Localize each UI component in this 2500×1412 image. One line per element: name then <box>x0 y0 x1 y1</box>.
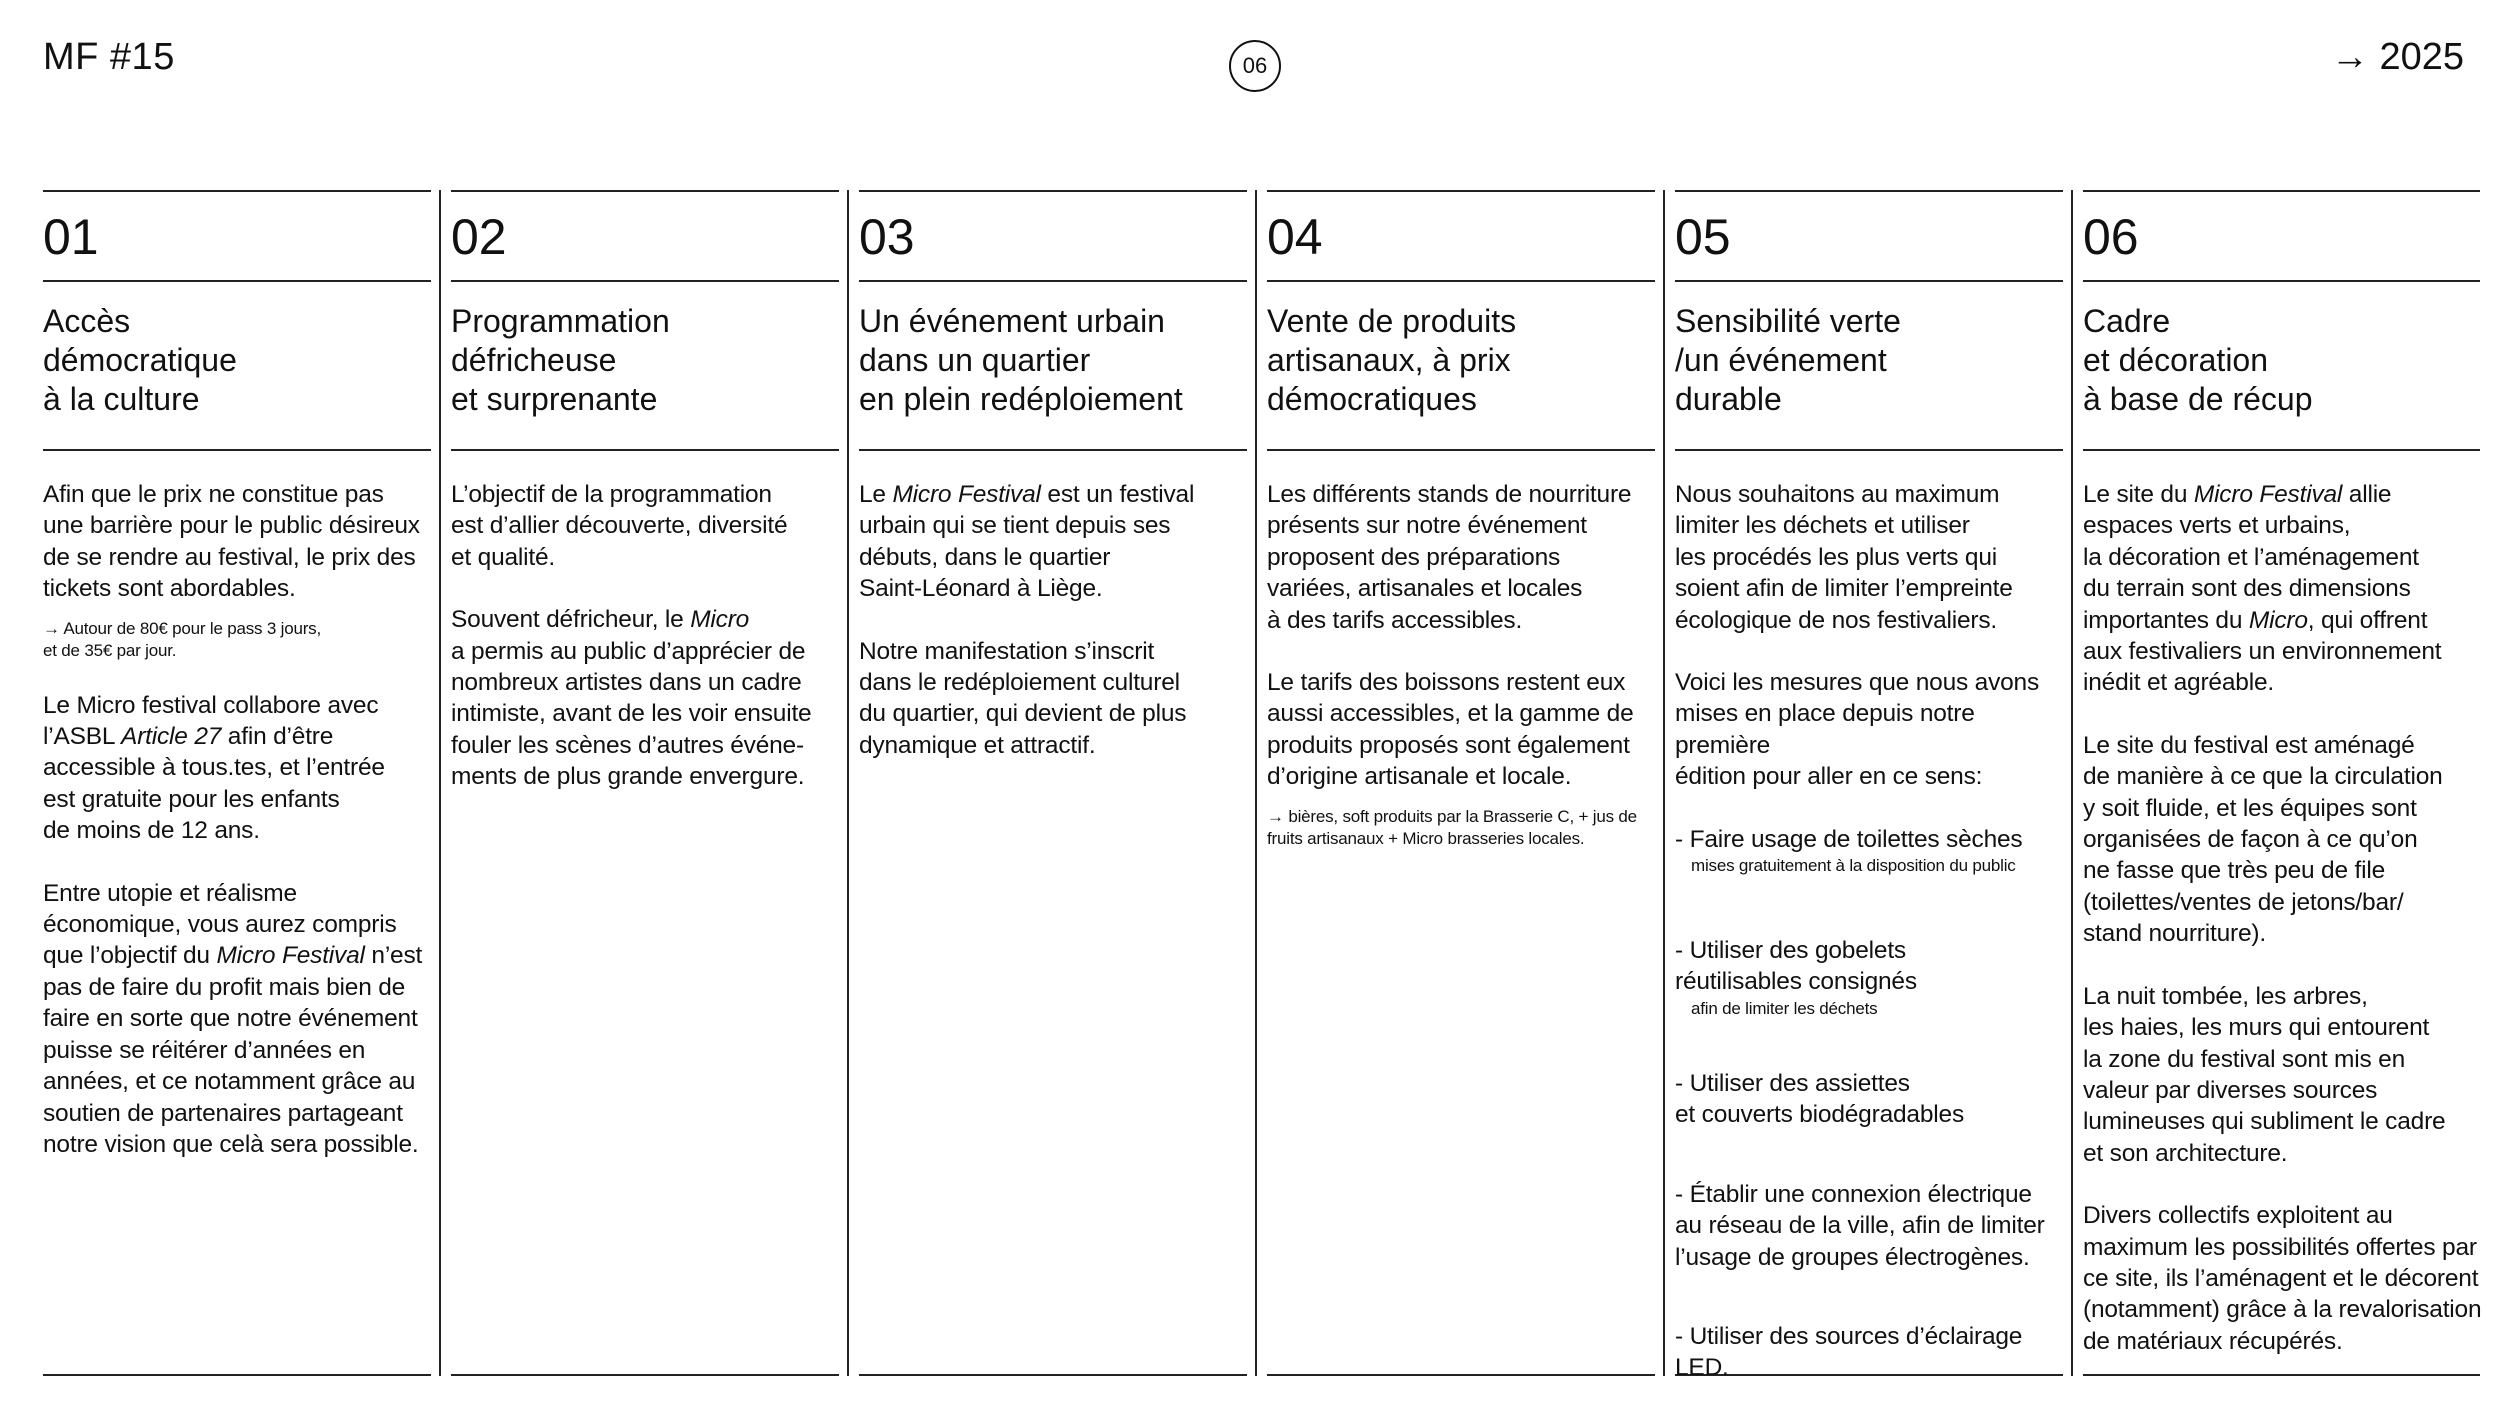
column-body <box>859 479 1255 792</box>
paragraph: Divers collectifs exploitent au maximum les possibilités offertes par ce site, ils l’aménagent et le décorent (notamment) grâce à la revalorisation de matériaux récupérés. <box>2083 1202 2482 1355</box>
paragraph: L’objectif de la programmation est d’allier découverte, diversité et qualité. <box>451 481 788 571</box>
divider <box>1267 449 1655 451</box>
measure-text: - Faire usage de toilettes sèches <box>1675 825 2023 853</box>
column-separator <box>439 190 441 1376</box>
divider <box>451 280 839 282</box>
list-item <box>1675 824 2071 877</box>
measure-text: - Utiliser des assiettes et couverts biodégradables <box>1675 1069 1964 1129</box>
paragraph: Le site du Micro Festival allie espaces verts et urbains, la décoration et l’aménagement du terrain sont des dimensions importantes du Micro, qui offrent aux festivaliers un environnement inédit et agréable. <box>2083 481 2442 697</box>
measure-note: afin de limiter les déchets <box>1691 998 1878 1018</box>
column-01 <box>43 190 431 1376</box>
column-separator <box>2071 190 2073 1376</box>
paragraph: Afin que le prix ne constitue pas une barrière pour le public désireux de se rendre au festival, le prix des tickets sont abordables. <box>43 481 420 603</box>
footnote: → Autour de 80€ pour le pass 3 jours, et de 35€ par jour. <box>43 618 321 660</box>
document-code: MF #15 <box>43 36 175 78</box>
column-body <box>2083 479 2488 1388</box>
divider <box>43 280 431 282</box>
paragraph: Le tarifs des boissons restent eux aussi accessibles, et la gamme de produits proposés sont également d’origine artisanale et locale. <box>1267 669 1634 791</box>
paragraph: Le Micro Festival est un festival urbain qui se tient depuis ses débuts, dans le quartier Saint-Léonard à Liège. <box>859 481 1195 603</box>
paragraph: Entre utopie et réalisme économique, vous aurez compris que l’objectif du Micro Festival n’est pas de faire du profit mais bien de faire en sorte que notre événement puisse se réitérer d’années en années, et ce notamment grâce au soutien de partenaires partageant notre vision que celà sera possible. <box>43 879 423 1158</box>
divider <box>859 449 1247 451</box>
column-number: 03 <box>859 209 915 265</box>
column-05 <box>1675 190 2063 1382</box>
divider <box>2083 449 2480 451</box>
list-item <box>1675 935 2071 1020</box>
measure-text: - Établir une connexion électrique au réseau de la ville, afin de limiter l’usage de groupes électrogènes. <box>1675 1180 2045 1271</box>
column-title: Programmation défricheuse et surprenante <box>451 303 670 417</box>
paragraph: La nuit tombée, les arbres, les haies, les murs qui entourent la zone du festival sont mis en valeur par diverses sources lumineuses qui subliment le cadre et son architecture. <box>2083 982 2446 1167</box>
paragraph: Le Micro festival collabore avec l’ASBL Article 27 afin d’être accessible à tous.tes, et l’entrée est gratuite pour les enfants de moins de 12 ans. <box>43 691 385 845</box>
column-number: 06 <box>2083 209 2139 265</box>
divider <box>1675 449 2063 451</box>
paragraph: Souvent défricheur, le Micro a permis au public d’apprécier de nombreux artistes dans un cadre intimiste, avant de les voir ensuite fouler les scènes d’autres événe- ments de plus grande envergure. <box>451 606 812 791</box>
divider <box>43 449 431 451</box>
paragraph: Notre manifestation s’inscrit dans le redéploiement culturel du quartier, qui devient de plus dynamique et attractif. <box>859 637 1187 759</box>
column-body <box>43 479 439 1191</box>
divider <box>2083 280 2480 282</box>
divider <box>1675 280 2063 282</box>
page-number: 06 <box>1242 53 1268 78</box>
year-label: → 2025 <box>2330 36 2464 78</box>
paragraph: Voici les mesures que nous avons mises en place depuis notre première édition pour aller en ce sens: <box>1675 669 2040 791</box>
list-item <box>1675 1321 2071 1384</box>
divider <box>859 280 1247 282</box>
column-body <box>451 479 847 824</box>
column-number: 04 <box>1267 209 1323 265</box>
column-body <box>1267 479 1663 878</box>
column-separator <box>1663 190 1665 1376</box>
divider <box>451 449 839 451</box>
measure-text: - Utiliser des gobelets réutilisables consignés <box>1675 937 1917 996</box>
column-title: Sensibilité verte /un événement durable <box>1675 303 1901 417</box>
columns-grid <box>43 190 2482 1382</box>
list-item <box>1675 1068 2071 1131</box>
column-title: Accès démocratique à la culture <box>43 303 237 417</box>
column-04 <box>1267 190 1655 1376</box>
paragraph: Les différents stands de nourriture présents sur notre événement proposent des préparations variées, artisanales et locales à des tarifs accessibles. <box>1267 481 1632 634</box>
column-separator <box>847 190 849 1376</box>
column-title: Un événement urbain dans un quartier en plein redéploiement <box>859 303 1183 417</box>
measure-note: mises gratuitement à la disposition du public <box>1691 856 2016 876</box>
column-separator <box>1255 190 1257 1376</box>
column-title: Cadre et décoration à base de récup <box>2083 303 2313 417</box>
list-item <box>1675 1179 2071 1273</box>
divider <box>1267 280 1655 282</box>
paragraph: Le site du festival est aménagé de manière à ce que la circulation y soit fluide, et les équipes sont organisées de façon à ce qu’on ne fasse que très peu de file (toilettes/ventes de jetons/bar/ stand nourriture). <box>2083 731 2443 948</box>
page-number-badge <box>1229 40 1281 92</box>
measures-list <box>1675 824 2071 1384</box>
column-number: 05 <box>1675 209 1731 265</box>
column-03 <box>859 190 1247 1376</box>
column-number: 02 <box>451 209 507 265</box>
column-number: 01 <box>43 209 99 265</box>
paragraph: Nous souhaitons au maximum limiter les déchets et utiliser les procédés les plus verts qui soient afin de limiter l’empreinte écologique de nos festivaliers. <box>1675 481 2013 634</box>
column-body <box>1675 479 2071 1412</box>
column-02 <box>451 190 839 1376</box>
measure-text: - Utiliser des sources d’éclairage LED. <box>1675 1322 2023 1382</box>
column-06 <box>2083 190 2480 1376</box>
column-title: Vente de produits artisanaux, à prix démocratiques <box>1267 303 1517 417</box>
footnote: → bières, soft produits par la Brasserie C, + jus de fruits artisanaux + Micro brasseries locales. <box>1267 806 1637 848</box>
